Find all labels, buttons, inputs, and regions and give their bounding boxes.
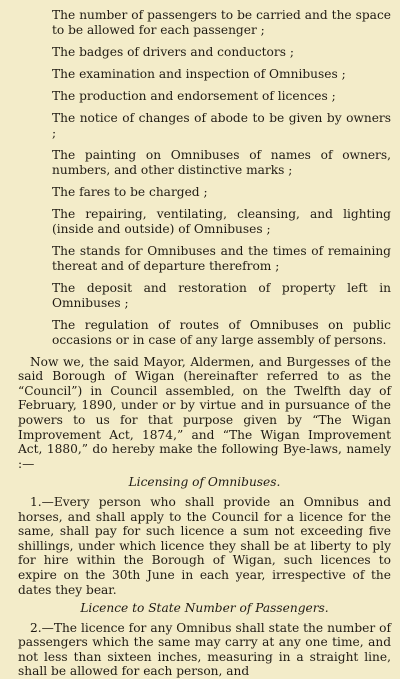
list-item: The deposit and restoration of property left in Omnibuses ; — [52, 280, 391, 310]
regulation-topics-list — [52, 8, 391, 347]
section-heading-passengers: Licence to State Number of Passengers. — [80, 601, 329, 616]
list-item: The stands for Omnibuses and the times of remaining thereat and of departure therefrom ; — [52, 243, 391, 273]
list-item: The examination and inspection of Omnibuses ; — [52, 66, 346, 81]
section-1-paragraph: 1.—Every person who shall provide an Omnibus and horses, and shall apply to the Council for a licence for the same, shall pay for such licence a sum not exceeding five shillings, under which licence they shall be at liberty to ply for hire within the Borough of Wigan, such licences to expire on the 30th June in each year, irrespective of the dates they bear. — [18, 494, 391, 597]
section-2-paragraph: 2.—The licence for any Omnibus shall state the number of passengers which the same may carry at any one time, and not less than sixteen inches, measuring in a straight line, shall be allowed for each person, and — [18, 620, 391, 679]
list-item: The fares to be charged ; — [52, 184, 208, 199]
section-heading-licensing: Licensing of Omnibuses. — [128, 475, 281, 490]
preamble-paragraph: Now we, the said Mayor, Aldermen, and Burgesses of the said Borough of Wigan (hereinafter referred to as the “Council”) in Council assembled, on the Twelfth day of February, 1890, under or by virtue and in pursuance of the powers to us for that purpose given by “The Wigan Improvement Act, 1874,” and “The Wigan Improvement Act, 1880,” do hereby make the following Bye-laws, namely :— — [18, 354, 391, 471]
list-item: The production and endorsement of licences ; — [52, 89, 336, 104]
list-item: The notice of changes of abode to be given by owners ; — [52, 111, 391, 140]
list-item: The painting on Omnibuses of names of owners, numbers, and other distinctive marks ; — [52, 148, 391, 177]
list-item: The repairing, ventilating, cleansing, and lighting (inside and outside) of Omnibuses ; — [52, 207, 391, 236]
list-item: The number of passengers to be carried and the space to be allowed for each passenger ; — [52, 8, 391, 37]
list-item: The regulation of routes of Omnibuses on public occasions or in case of any large assembly of persons. — [52, 317, 391, 347]
list-item: The badges of drivers and conductors ; — [52, 44, 294, 59]
